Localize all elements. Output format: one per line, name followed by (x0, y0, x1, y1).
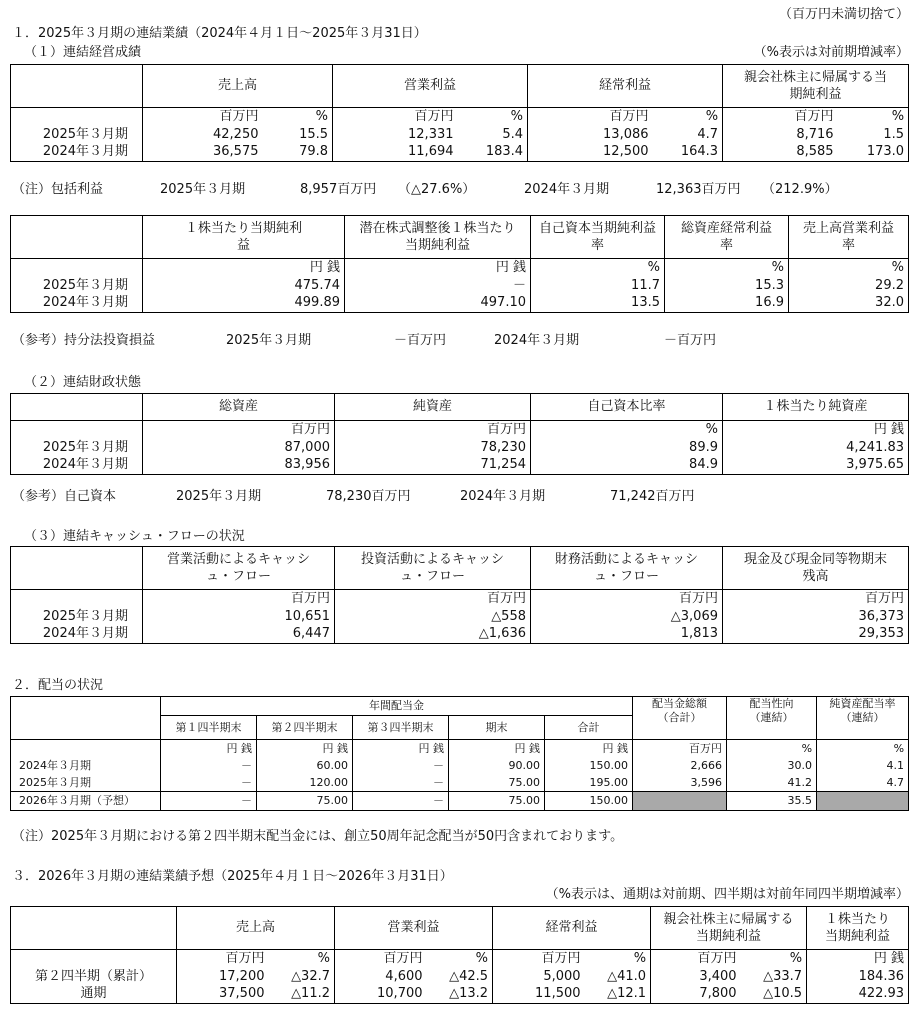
header-cash-balance: 現金及び現金同等物期末残高 (723, 547, 909, 590)
unit-cell: % (458, 108, 528, 126)
note-period: 2025年３月期 (176, 489, 262, 504)
value-cell: － (353, 792, 449, 811)
value-cell: 17,200 (219, 968, 265, 984)
section-1-1-title: （１）連結経営成績 (24, 45, 142, 60)
value-cell: 499.89 (143, 295, 345, 313)
header-eps: １株当たり当期純利益 (807, 907, 909, 950)
header-net-assets: 純資産 (335, 394, 531, 421)
value-cell: － (353, 758, 449, 775)
value-cell: 4,241.83 (723, 439, 909, 457)
note-value: 12,363百万円 (656, 182, 741, 197)
value-cell: 8,585 (723, 144, 838, 162)
header-sales: 売上高 (143, 65, 333, 108)
value-cell: 37,500 (177, 986, 269, 1004)
value-cell: 13,086 (603, 126, 649, 142)
shaded-cell (633, 792, 727, 811)
unit-cell: % (665, 259, 789, 277)
table-row (11, 144, 909, 162)
value-cell: 3,596 (633, 775, 727, 792)
value-cell: 5.4 (458, 126, 528, 144)
unit-cell: % (727, 740, 817, 758)
header-ordinary-income: 経常利益 (528, 65, 723, 108)
unit-cell: % (269, 950, 335, 968)
table-row (11, 295, 909, 313)
value-cell: 120.00 (257, 775, 353, 792)
unit-cell: 円 銭 (353, 740, 449, 758)
value-cell: 15.3 (665, 277, 789, 295)
value-cell: 41.2 (727, 775, 817, 792)
value-cell: 150.00 (545, 758, 633, 775)
header-blank (11, 65, 143, 108)
table-row (11, 277, 909, 295)
table-row (11, 758, 909, 775)
unit-cell: 百万円 (609, 108, 649, 124)
header-equity-ratio: 自己資本比率 (531, 394, 723, 421)
unit-cell: 百万円 (225, 950, 265, 966)
row-label: 2025年３月期 (11, 126, 143, 144)
table-row (11, 986, 909, 1004)
header-total-assets: 総資産 (143, 394, 335, 421)
value-cell: △13.2 (427, 986, 493, 1004)
header-dividend-on-equity: 純資産配当率（連結） (817, 697, 909, 740)
value-cell: 11.7 (531, 277, 665, 295)
note-period: 2024年３月期 (494, 333, 580, 348)
note-label: （参考）持分法投資損益 (12, 333, 156, 348)
header-payout-ratio: 配当性向（連結） (727, 697, 817, 740)
value-cell: － (161, 758, 257, 775)
row-label: 2025年３月期 (11, 277, 143, 295)
header-total-dividend: 配当金総額（合計） (633, 697, 727, 740)
section-1-title: １．2025年３月期の連結業績（2024年４月１日～2025年３月31日） (12, 26, 427, 41)
unit-cell: 百万円 (723, 590, 909, 608)
value-cell: 36,575 (143, 144, 263, 162)
header-net-income: 親会社株主に帰属する当期純利益 (651, 907, 807, 950)
table-row (11, 439, 909, 457)
unit-cell: 百万円 (335, 590, 531, 608)
value-cell: △33.7 (741, 968, 807, 986)
value-cell: 6,447 (143, 626, 335, 644)
table-row (11, 457, 909, 475)
unit-cell: 円 銭 (345, 259, 531, 277)
header-investing-cf: 投資活動によるキャッシュ・フロー (335, 547, 531, 590)
unit-cell: 円 銭 (161, 740, 257, 758)
value-cell: 36,373 (723, 608, 909, 626)
section-1-2-title: （２）連結財政状態 (24, 375, 142, 390)
value-cell: 75.00 (449, 792, 545, 811)
row-label: 2024年３月期 (11, 626, 143, 644)
section-3-title: ３．2026年３月期の連結業績予想（2025年４月１日～2026年３月31日） (12, 869, 453, 884)
value-cell: 150.00 (545, 792, 633, 811)
header-q1: 第１四半期末 (161, 716, 257, 740)
note-change: （212.9%） (762, 182, 838, 197)
value-cell: 12,500 (528, 144, 653, 162)
value-cell: 497.10 (345, 295, 531, 313)
value-cell: △3,069 (531, 608, 723, 626)
rounding-note: （百万円未満切捨て） (778, 7, 909, 22)
unit-cell: 百万円 (143, 590, 335, 608)
value-cell: 60.00 (257, 758, 353, 775)
value-cell: 11,500 (493, 986, 585, 1004)
row-label: 2024年３月期 (11, 758, 161, 775)
value-cell: 83,956 (143, 457, 335, 475)
value-cell: △42.5 (427, 968, 493, 986)
header-diluted-eps: 潜在株式調整後１株当たり当期純利益 (345, 216, 531, 259)
header-operating-margin: 売上高営業利益率 (789, 216, 909, 259)
unit-cell: 円 銭 (723, 421, 909, 439)
table-row (11, 968, 909, 986)
unit-cell: 円 銭 (545, 740, 633, 758)
value-cell: 29.2 (789, 277, 909, 295)
value-cell: 4,600 (385, 968, 423, 984)
value-cell: 75.00 (257, 792, 353, 811)
unit-cell: 円 銭 (807, 950, 909, 968)
value-cell: 184.36 (807, 968, 909, 986)
unit-cell: 百万円 (531, 590, 723, 608)
unit-cell: % (427, 950, 493, 968)
value-cell: 195.00 (545, 775, 633, 792)
value-cell: △41.0 (585, 968, 651, 986)
unit-cell: % (789, 259, 909, 277)
note-period: 2024年３月期 (524, 182, 610, 197)
note-label: （参考）自己資本 (12, 489, 117, 504)
value-cell: 10,700 (335, 986, 427, 1004)
row-label: 第２四半期（累計） (11, 968, 177, 986)
section-1-3-title: （３）連結キャッシュ・フローの状況 (24, 529, 245, 544)
unit-cell: 百万円 (335, 421, 531, 439)
header-q2: 第２四半期末 (257, 716, 353, 740)
header-annual-dividend: 年間配当金 (161, 697, 633, 716)
value-cell: 1.5 (838, 126, 909, 144)
header-financing-cf: 財務活動によるキャッシュ・フロー (531, 547, 723, 590)
value-cell: 13.5 (531, 295, 665, 313)
value-cell: 79.8 (263, 144, 333, 162)
note-value: 8,957百万円 (300, 182, 377, 197)
value-cell: 183.4 (458, 144, 528, 162)
value-cell: 4.7 (817, 775, 909, 792)
header-roe: 自己資本当期純利益率 (531, 216, 665, 259)
value-cell: 3,400 (699, 968, 737, 984)
value-cell: 29,353 (723, 626, 909, 644)
value-cell: △1,636 (335, 626, 531, 644)
header-operating-income: 営業利益 (333, 65, 528, 108)
unit-cell: 百万円 (383, 950, 423, 966)
value-cell: 84.9 (531, 457, 723, 475)
unit-cell: % (531, 259, 665, 277)
header-q3: 第３四半期末 (353, 716, 449, 740)
unit-cell: 円 銭 (143, 259, 345, 277)
row-label: 2024年３月期 (11, 144, 143, 162)
value-cell: 2,666 (633, 758, 727, 775)
header-operating-income: 営業利益 (335, 907, 493, 950)
unit-cell: % (741, 950, 807, 968)
value-cell: － (161, 792, 257, 811)
value-cell: 30.0 (727, 758, 817, 775)
dividend-footnote: （注）2025年３月期における第２四半期末配当金には、創立50周年記念配当が50円含まれております。 (12, 829, 624, 844)
unit-cell: 円 銭 (257, 740, 353, 758)
table-row (11, 792, 909, 811)
unit-cell: 百万円 (143, 421, 335, 439)
unit-cell: 百万円 (794, 108, 834, 124)
note-value: －百万円 (664, 333, 717, 348)
unit-cell: 円 銭 (449, 740, 545, 758)
value-cell: △12.1 (585, 986, 651, 1004)
row-label: 2025年３月期 (11, 608, 143, 626)
unit-cell: 百万円 (541, 950, 581, 966)
note-label: （注）包括利益 (12, 182, 104, 197)
value-cell: 422.93 (807, 986, 909, 1004)
header-eps: １株当たり当期純利益 (143, 216, 345, 259)
value-cell: 4.7 (653, 126, 723, 144)
unit-cell: 百万円 (219, 108, 259, 124)
value-cell: 164.3 (653, 144, 723, 162)
forecast-pct-note: （%表示は、通期は対前期、四半期は対前年同四半期増減率） (545, 887, 909, 902)
value-cell: 4.1 (817, 758, 909, 775)
unit-cell: % (531, 421, 723, 439)
value-cell: 35.5 (727, 792, 817, 811)
unit-cell: 百万円 (414, 108, 454, 124)
note-period: 2025年３月期 (160, 182, 246, 197)
unit-cell: 百万円 (697, 950, 737, 966)
value-cell: △11.2 (269, 986, 335, 1004)
value-cell: 11,694 (333, 144, 458, 162)
note-value: 71,242百万円 (610, 489, 695, 504)
note-value: 78,230百万円 (326, 489, 411, 504)
value-cell: 16.9 (665, 295, 789, 313)
table-row (11, 126, 909, 144)
row-label: 2024年３月期 (11, 295, 143, 313)
header-sales: 売上高 (177, 907, 335, 950)
dividends-table (10, 696, 909, 811)
value-cell: 89.9 (531, 439, 723, 457)
header-bps: １株当たり純資産 (723, 394, 909, 421)
value-cell: 10,651 (143, 608, 335, 626)
row-label: 2026年３月期（予想） (11, 792, 161, 811)
table-row (11, 626, 909, 644)
cash-flow-table (10, 546, 909, 644)
value-cell: 7,800 (651, 986, 741, 1004)
note-change: （△27.6%） (398, 182, 476, 197)
row-label: 通期 (11, 986, 177, 1004)
value-cell: 475.74 (143, 277, 345, 295)
value-cell: △10.5 (741, 986, 807, 1004)
pct-change-note: （%表示は対前期増減率） (753, 45, 909, 60)
value-cell: 5,000 (543, 968, 581, 984)
header-net-income: 親会社株主に帰属する当期純利益 (723, 65, 909, 108)
value-cell: 32.0 (789, 295, 909, 313)
value-cell: 8,716 (796, 126, 834, 142)
value-cell: 78,230 (335, 439, 531, 457)
operating-results-table (10, 64, 909, 162)
value-cell: － (353, 775, 449, 792)
value-cell: 12,331 (408, 126, 454, 142)
value-cell: △558 (335, 608, 531, 626)
header-total: 合計 (545, 716, 633, 740)
unit-cell: % (585, 950, 651, 968)
unit-cell: % (263, 108, 333, 126)
unit-cell: % (817, 740, 909, 758)
value-cell: 71,254 (335, 457, 531, 475)
value-cell: 1,813 (531, 626, 723, 644)
row-label: 2025年３月期 (11, 439, 143, 457)
table-row (11, 775, 909, 792)
header-roa: 総資産経常利益率 (665, 216, 789, 259)
value-cell: 15.5 (263, 126, 333, 144)
note-value: －百万円 (394, 333, 447, 348)
value-cell: － (161, 775, 257, 792)
unit-cell: % (838, 108, 909, 126)
section-2-title: ２．配当の状況 (12, 678, 104, 693)
value-cell: 90.00 (449, 758, 545, 775)
value-cell: 75.00 (449, 775, 545, 792)
value-cell: 3,975.65 (723, 457, 909, 475)
value-cell: △32.7 (269, 968, 335, 986)
forecast-table (10, 906, 909, 1004)
unit-cell: 百万円 (633, 740, 727, 758)
header-operating-cf: 営業活動によるキャッシュ・フロー (143, 547, 335, 590)
value-cell: 87,000 (143, 439, 335, 457)
unit-cell: % (653, 108, 723, 126)
per-share-table (10, 215, 909, 313)
value-cell: 42,250 (213, 126, 259, 142)
row-label: 2024年３月期 (11, 457, 143, 475)
note-period: 2025年３月期 (226, 333, 312, 348)
header-year-end: 期末 (449, 716, 545, 740)
note-period: 2024年３月期 (460, 489, 546, 504)
value-cell: 173.0 (838, 144, 909, 162)
table-row (11, 608, 909, 626)
row-label: 2025年３月期 (11, 775, 161, 792)
value-cell: － (345, 277, 531, 295)
financial-position-table (10, 393, 909, 475)
shaded-cell (817, 792, 909, 811)
header-ordinary-income: 経常利益 (493, 907, 651, 950)
